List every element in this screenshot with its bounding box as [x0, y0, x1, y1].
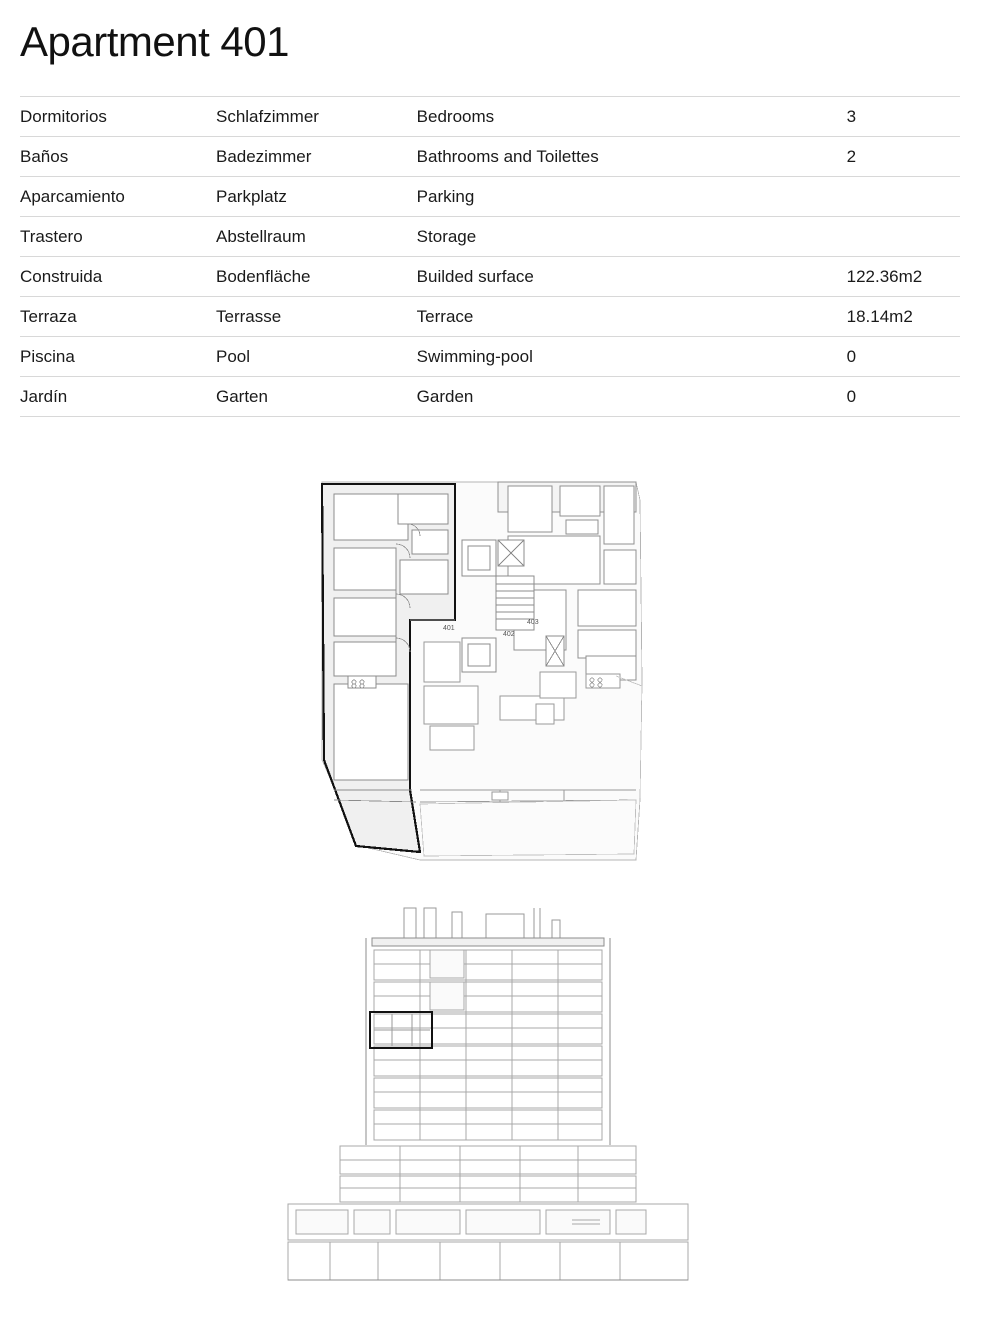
cell-english: Terrace	[416, 307, 474, 326]
cell-spanish: Construida	[20, 267, 103, 286]
cell-spanish: Jardín	[20, 387, 68, 406]
cell-value: 2	[846, 147, 857, 166]
cell-german: Pool	[215, 347, 251, 366]
cell-german: Terrasse	[215, 307, 282, 326]
cell-german: Schlafzimmer	[215, 107, 319, 126]
cell-english: Builded surface	[416, 267, 534, 286]
cell-value: 18.14m2	[846, 307, 913, 326]
elevation-drawing	[0, 890, 1000, 1310]
cell-german: Badezimmer	[215, 147, 312, 166]
cell-value	[827, 177, 960, 217]
table-row	[20, 257, 960, 297]
elevation-figure	[0, 890, 1000, 1310]
table-row	[20, 337, 960, 377]
floor-plan-drawing	[0, 460, 1000, 880]
cell-german: Parkplatz	[215, 187, 287, 206]
table-row	[20, 177, 960, 217]
cell-english: Swimming-pool	[416, 347, 533, 366]
table-row	[20, 377, 960, 417]
cell-english: Storage	[416, 227, 477, 246]
cell-value	[827, 217, 960, 257]
cell-spanish: Baños	[20, 147, 69, 166]
unit-label-401: 401	[443, 625, 455, 632]
cell-value: 122.36m2	[846, 267, 923, 286]
cell-spanish: Trastero	[20, 227, 83, 246]
cell-german: Bodenfläche	[215, 267, 311, 286]
cell-english: Bedrooms	[416, 107, 495, 126]
cell-english: Parking	[416, 187, 475, 206]
cell-spanish: Aparcamiento	[20, 187, 125, 206]
cell-german: Abstellraum	[215, 227, 306, 246]
cell-value: 3	[846, 107, 857, 126]
cell-value: 0	[846, 387, 857, 406]
cell-value: 0	[846, 347, 857, 366]
unit-label-402: 402	[503, 631, 515, 638]
cell-english: Bathrooms and Toilettes	[416, 147, 599, 166]
cell-german: Garten	[215, 387, 268, 406]
table-row	[20, 137, 960, 177]
cell-spanish: Terraza	[20, 307, 77, 326]
floor-plan-figure	[0, 460, 1000, 880]
table-row	[20, 297, 960, 337]
table-row	[20, 97, 960, 137]
cell-english: Garden	[416, 387, 474, 406]
table-row	[20, 217, 960, 257]
page-title: Apartment 401	[20, 18, 290, 65]
cell-spanish: Piscina	[20, 347, 75, 366]
cell-spanish: Dormitorios	[20, 107, 107, 126]
specification-table	[20, 96, 960, 417]
unit-label-403: 403	[527, 619, 539, 626]
